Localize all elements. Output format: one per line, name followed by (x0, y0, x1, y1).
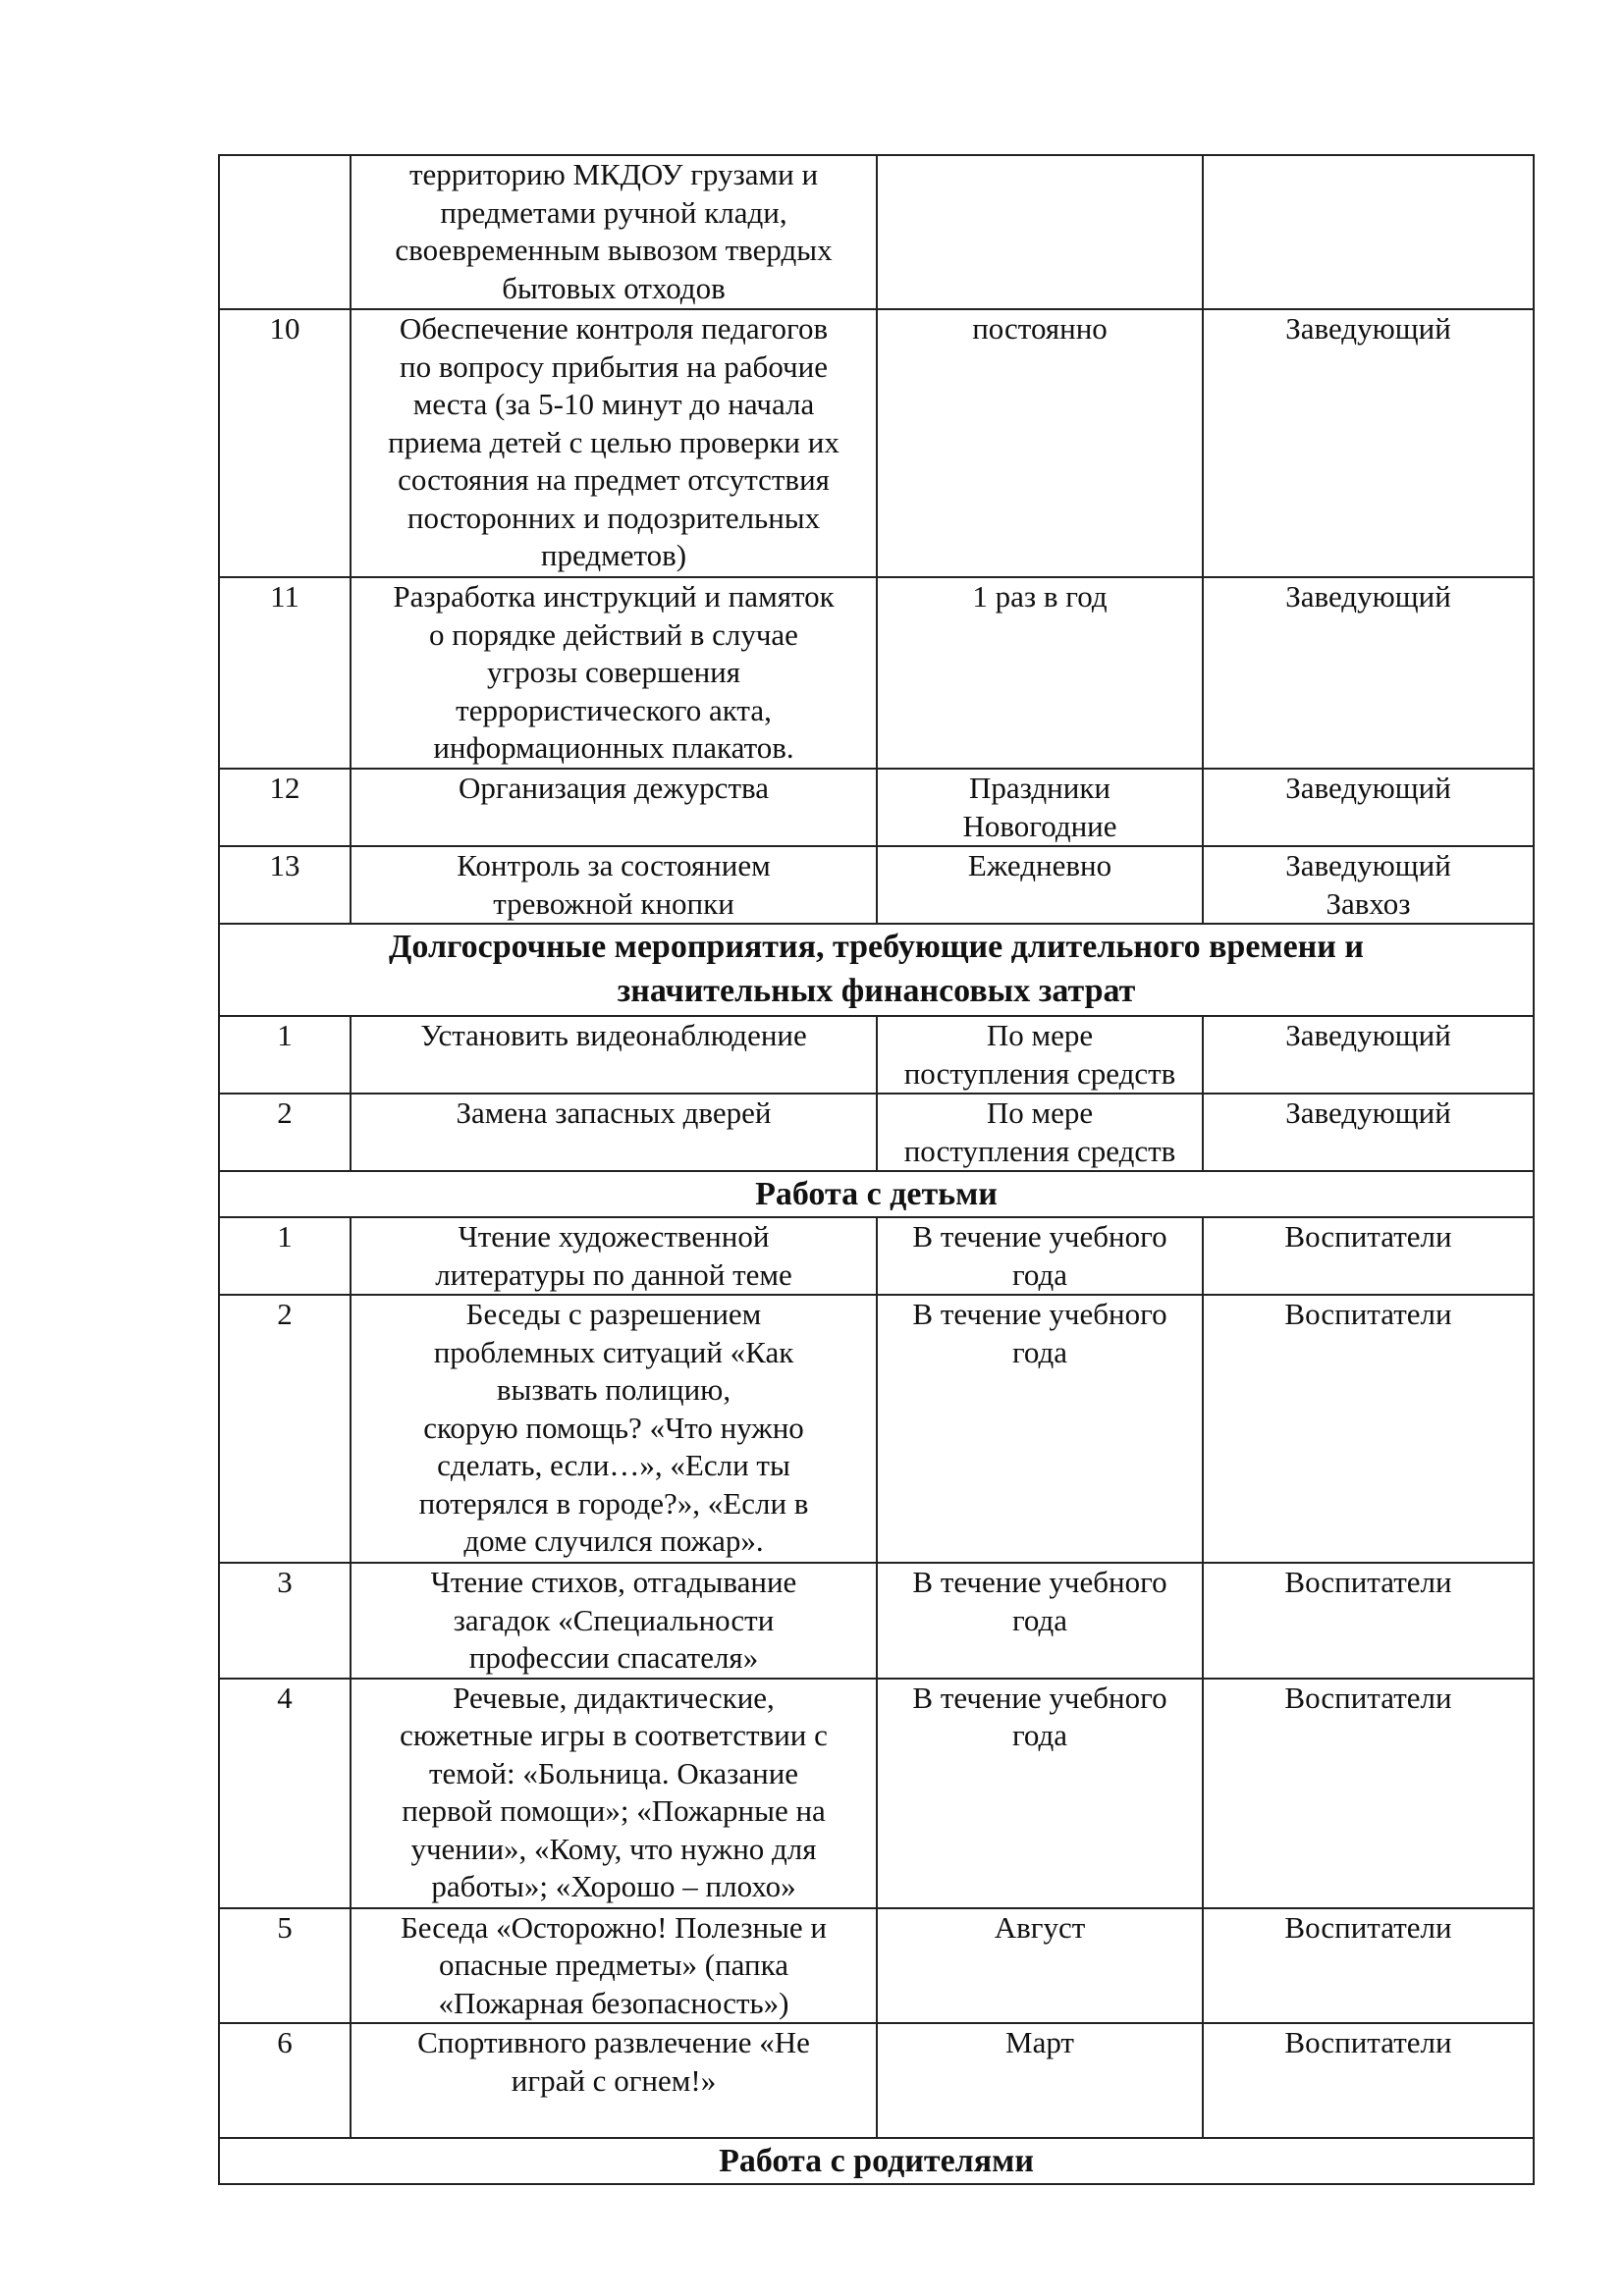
action-text: территорию МКДОУ грузами и предметами ручной клади, своевременным вывозом твердых бытовых отходов (351, 155, 877, 309)
action-text: Беседы с разрешением проблемных ситуаций «Как вызвать полицию, скорую помощь? «Что нужно сделать, если…», «Если ты потерялся в городе?», «Если в доме случился пожар». (351, 1295, 877, 1563)
action-text: Беседа «Осторожно! Полезные и опасные предметы» (папка «Пожарная безопасность») (351, 1908, 877, 2024)
action-text: Организация дежурства (351, 769, 877, 846)
timing-text (877, 155, 1203, 309)
section-heading-long-term: Долгосрочные мероприятия, требующие длительного времени и значительных финансовых затрат (219, 924, 1534, 1016)
section-heading-parents: Работа с родителями (219, 2138, 1534, 2184)
row-number: 13 (219, 846, 351, 924)
table-row (219, 309, 1534, 577)
section-heading-parents-row (219, 2138, 1534, 2184)
responsible-text: Заведующий Завхоз (1203, 846, 1534, 924)
action-text: Спортивного развлечение «Не играй с огнем!» (351, 2023, 877, 2138)
measures-table (218, 154, 1535, 2185)
responsible-text: Воспитатели (1203, 1217, 1534, 1295)
table-row (219, 1295, 1534, 1563)
row-number: 2 (219, 1094, 351, 1171)
table-row (219, 846, 1534, 924)
table-row (219, 1679, 1534, 1908)
row-number: 10 (219, 309, 351, 577)
timing-text: В течение учебного года (877, 1217, 1203, 1295)
responsible-text: Воспитатели (1203, 1908, 1534, 2024)
responsible-text: Заведующий (1203, 309, 1534, 577)
responsible-text: Воспитатели (1203, 1563, 1534, 1679)
row-number: 5 (219, 1908, 351, 2024)
action-text: Речевые, дидактические, сюжетные игры в соответствии с темой: «Больница. Оказание первой помощи»; «Пожарные на учении», «Кому, что нужно для работы»; «Хорошо – плохо» (351, 1679, 877, 1908)
row-number: 1 (219, 1217, 351, 1295)
timing-text: 1 раз в год (877, 577, 1203, 769)
table-row (219, 1094, 1534, 1171)
timing-text: В течение учебного года (877, 1679, 1203, 1908)
row-number: 1 (219, 1016, 351, 1094)
action-text: Разработка инструкций и памяток о порядке действий в случае угрозы совершения террористического акта, информационных плакатов. (351, 577, 877, 769)
table-row (219, 1563, 1534, 1679)
responsible-text: Заведующий (1203, 577, 1534, 769)
timing-text: По мере поступления средств (877, 1094, 1203, 1171)
timing-text: По мере поступления средств (877, 1016, 1203, 1094)
responsible-text: Воспитатели (1203, 1295, 1534, 1563)
action-text: Контроль за состоянием тревожной кнопки (351, 846, 877, 924)
row-number: 3 (219, 1563, 351, 1679)
action-text: Обеспечение контроля педагогов по вопросу прибытия на рабочие места (за 5-10 минут до начала приема детей с целью проверки их состояния на предмет отсутствия посторонних и подозрительных предметов) (351, 309, 877, 577)
responsible-text: Заведующий (1203, 1094, 1534, 1171)
row-number: 4 (219, 1679, 351, 1908)
row-number: 11 (219, 577, 351, 769)
row-number: 6 (219, 2023, 351, 2138)
row-number: 12 (219, 769, 351, 846)
responsible-text: Воспитатели (1203, 1679, 1534, 1908)
action-text: Установить видеонаблюдение (351, 1016, 877, 1094)
table-row (219, 769, 1534, 846)
action-text: Замена запасных дверей (351, 1094, 877, 1171)
timing-text: В течение учебного года (877, 1295, 1203, 1563)
table-row (219, 1908, 1534, 2024)
table-row (219, 1016, 1534, 1094)
row-number (219, 155, 351, 309)
section-heading-long-term-row (219, 924, 1534, 1016)
action-text: Чтение стихов, отгадывание загадок «Специальности профессии спасателя» (351, 1563, 877, 1679)
responsible-text: Воспитатели (1203, 2023, 1534, 2138)
table-row (219, 577, 1534, 769)
section-heading-children: Работа с детьми (219, 1171, 1534, 1217)
row-number: 2 (219, 1295, 351, 1563)
responsible-text: Заведующий (1203, 769, 1534, 846)
responsible-text: Заведующий (1203, 1016, 1534, 1094)
responsible-text (1203, 155, 1534, 309)
action-text: Чтение художественной литературы по данной теме (351, 1217, 877, 1295)
timing-text: постоянно (877, 309, 1203, 577)
table-row (219, 155, 1534, 309)
timing-text: Праздники Новогодние (877, 769, 1203, 846)
timing-text: Август (877, 1908, 1203, 2024)
table-row (219, 1217, 1534, 1295)
timing-text: Март (877, 2023, 1203, 2138)
table-row (219, 2023, 1534, 2138)
section-heading-children-row (219, 1171, 1534, 1217)
timing-text: Ежедневно (877, 846, 1203, 924)
timing-text: В течение учебного года (877, 1563, 1203, 1679)
